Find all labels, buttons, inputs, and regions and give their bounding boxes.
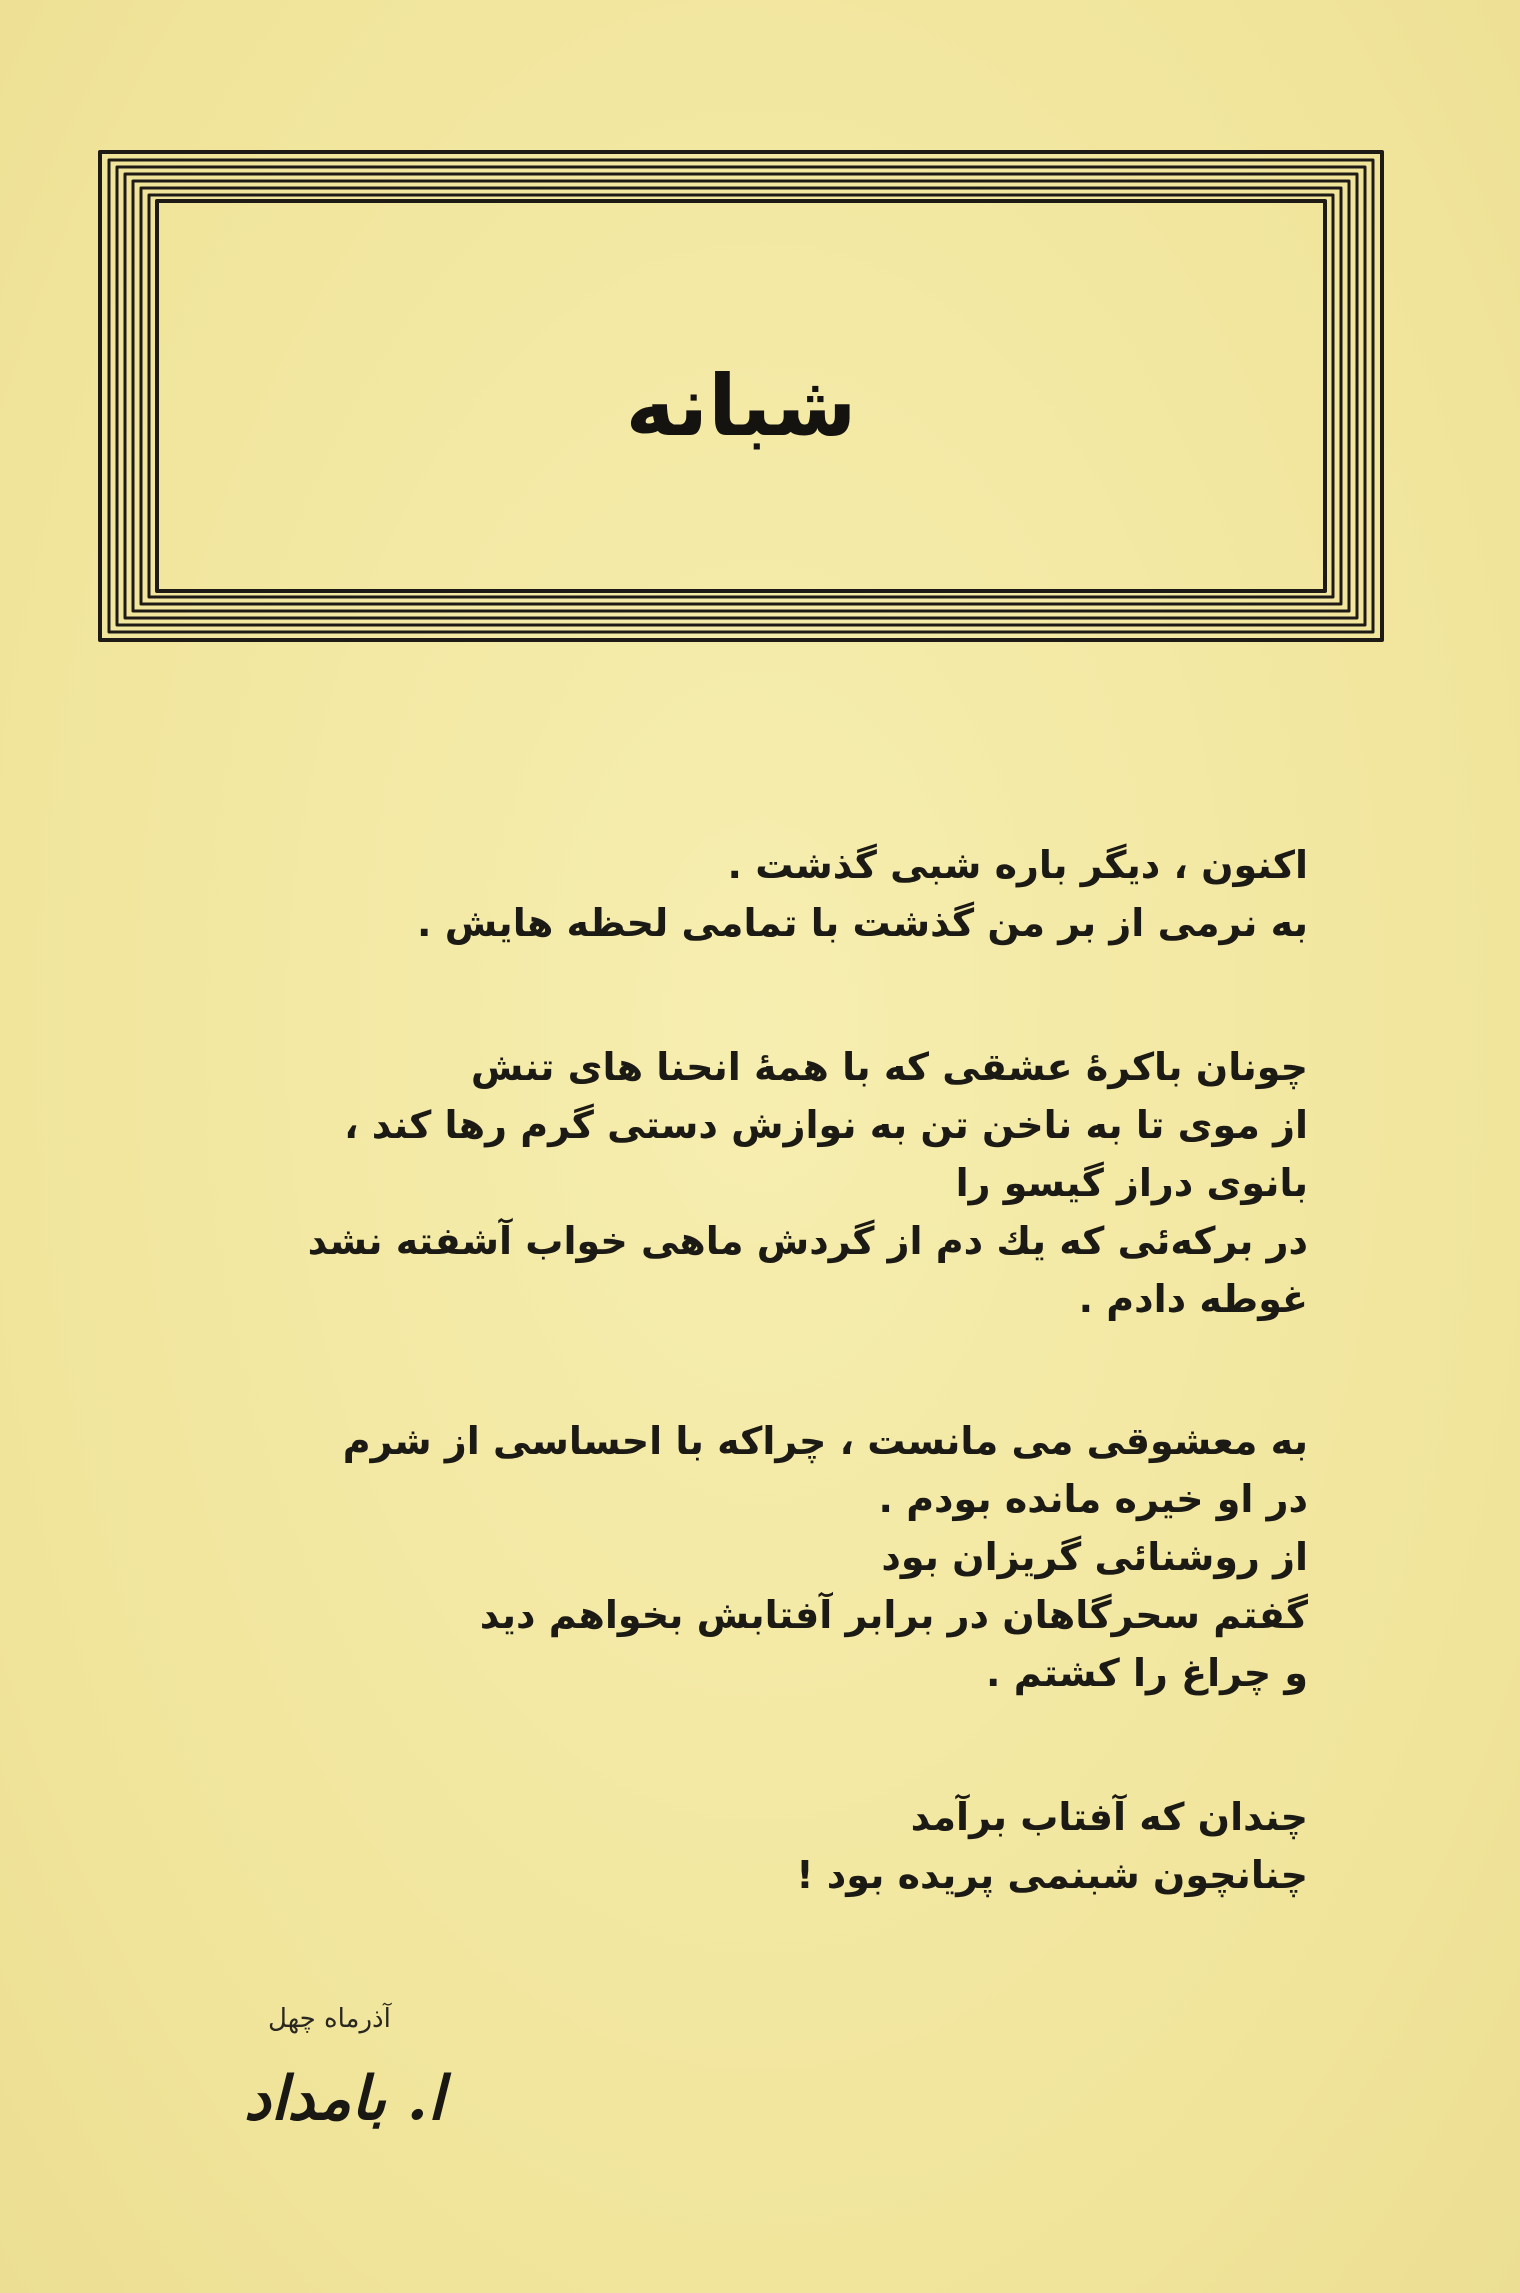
stanza-4 — [796, 1788, 1308, 1904]
poem-line: از موی تا به ناخن تن به نوازش دستی گرم رها کند ، — [344, 1103, 1308, 1147]
poem-line: غوطه دادم . — [1078, 1277, 1308, 1321]
author-signature: ا. بامداد — [244, 2064, 445, 2134]
poem-line: و چراغ را کشتم . — [986, 1651, 1308, 1695]
poem-line: بانوی دراز گیسو را — [955, 1161, 1308, 1205]
stanza-2 — [308, 1038, 1308, 1328]
date-line: آذرماه چهل — [268, 2004, 391, 2034]
poem-line: گفتم سحرگاهان در برابر آفتابش بخواهم دید — [479, 1593, 1308, 1637]
poem-line: از روشنائی گریزان بود — [881, 1535, 1308, 1579]
stanza-3 — [343, 1412, 1308, 1702]
poem-line: به معشوقی می مانست ، چراکه با احساسی از شرم — [342, 1419, 1308, 1463]
poem-line: اکنون ، دیگر باره شبی گذشت . — [727, 843, 1308, 887]
poem-title: شبانه — [625, 357, 857, 455]
poem-line: به نرمی از بر من گذشت با تمامی لحظه هایش . — [417, 901, 1308, 945]
poem-line: در برکه‌ئی که یك دم از گردش ماهی خواب آشفته نشد — [307, 1219, 1308, 1263]
poem-line: چونان باکرهٔ عشقی که با همهٔ انحنا های تنش — [470, 1045, 1308, 1089]
stanza-1 — [417, 836, 1308, 952]
poem-line: در او خیره مانده بودم . — [878, 1477, 1308, 1521]
title-frame — [96, 148, 1386, 644]
poem-line: چندان که آفتاب برآمد — [910, 1795, 1308, 1839]
poem-line: چنانچون شبنمی پریده بود ! — [796, 1853, 1308, 1897]
